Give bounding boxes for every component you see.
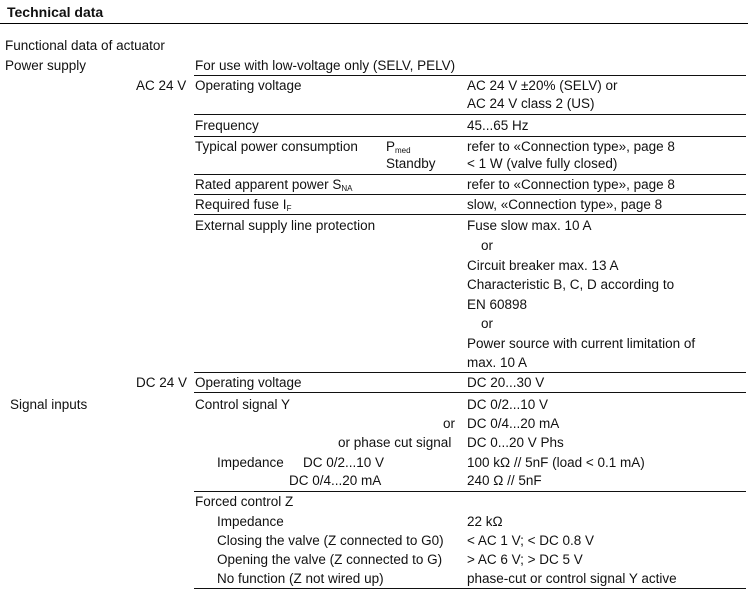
typ-power-value-2: < 1 W (valve fully closed): [467, 156, 618, 171]
forced-z-label: Forced control Z: [195, 494, 294, 509]
impedance-dc2-label: DC 0/4...20 mA: [289, 473, 382, 488]
fz-open-label: Opening the valve (Z connected to G): [217, 552, 443, 567]
phase-cut-label: or phase cut signal: [338, 435, 452, 450]
ext-value-8: max. 10 A: [467, 355, 528, 370]
rated-power-value: refer to «Connection type», page 8: [467, 177, 675, 192]
frequency-value: 45...65 Hz: [467, 118, 529, 133]
dc-op-voltage-value: DC 20...30 V: [467, 375, 545, 390]
row-divider: [194, 75, 746, 76]
impedance-dc1-value: 100 kΩ // 5nF (load < 0.1 mA): [467, 455, 645, 470]
page-title: Technical data: [7, 4, 104, 20]
pmed-label: $P_{med}$: [386, 139, 411, 155]
impedance-dc2-value: 240 Ω // 5nF: [467, 473, 542, 488]
typ-power-label: Typical power consumption: [195, 139, 358, 154]
signal-inputs-label: Signal inputs: [10, 397, 88, 412]
control-y-label: Control signal Y: [195, 397, 291, 412]
row-divider: [194, 392, 746, 393]
impedance-dc1-label: DC 0/2...10 V: [303, 455, 385, 470]
ext-value-5: EN 60898: [467, 297, 528, 312]
fuse-value: slow, «Connection type», page 8: [467, 197, 663, 212]
power-supply-label: Power supply: [5, 58, 87, 73]
row-divider: [194, 588, 746, 589]
op-voltage-value-2: AC 24 V class 2 (US): [467, 96, 595, 111]
fuse-label: Required fuse $I_F$: [195, 197, 292, 213]
phase-cut-value: DC 0...20 V Phs: [467, 435, 564, 450]
row-divider: [194, 174, 746, 175]
section-label: Functional data of actuator: [5, 38, 165, 53]
row-divider: [194, 114, 746, 115]
typ-power-value-1: refer to «Connection type», page 8: [467, 139, 675, 154]
row-divider: [194, 136, 746, 137]
ext-value-1: Fuse slow max. 10 A: [467, 218, 592, 233]
control-y-value-2: DC 0/4...20 mA: [467, 416, 560, 431]
ac24-label: AC 24 V: [136, 78, 187, 93]
rated-power-label: Rated apparent power $S_{NA}$: [195, 177, 353, 193]
low-voltage-text: For use with low-voltage only (SELV, PELV): [195, 58, 456, 73]
row-divider: [194, 214, 746, 215]
impedance-label: Impedance: [217, 455, 284, 470]
dc-op-voltage-label: Operating voltage: [195, 375, 302, 390]
ext-value-3: Circuit breaker max. 13 A: [467, 258, 619, 273]
ext-value-6: or: [481, 316, 494, 331]
standby-label: Standby: [386, 156, 436, 171]
row-divider: [194, 194, 746, 195]
control-y-value: DC 0/2...10 V: [467, 397, 549, 412]
ext-value-2: or: [481, 238, 494, 253]
op-voltage-label: Operating voltage: [195, 78, 302, 93]
fz-open-value: > AC 6 V; > DC 5 V: [467, 552, 583, 567]
fz-impedance-value: 22 kΩ: [467, 514, 503, 529]
fz-nofunc-label: No function (Z not wired up): [217, 571, 384, 586]
ext-protection-label: External supply line protection: [195, 218, 376, 233]
op-voltage-value-1: AC 24 V ±20% (SELV) or: [467, 78, 618, 93]
or-label: or: [443, 416, 456, 431]
ext-value-4: Characteristic B, C, D according to: [467, 277, 675, 292]
ext-value-7: Power source with current limitation of: [467, 336, 696, 351]
fz-close-label: Closing the valve (Z connected to G0): [217, 533, 444, 548]
fz-close-value: < AC 1 V; < DC 0.8 V: [467, 533, 595, 548]
title-rule: [0, 23, 748, 24]
dc24-label: DC 24 V: [136, 375, 188, 390]
fz-impedance-label: Impedance: [217, 514, 284, 529]
row-divider: [194, 491, 746, 492]
frequency-label: Frequency: [195, 118, 259, 133]
fz-nofunc-value: phase-cut or control signal Y active: [467, 571, 677, 586]
row-divider: [194, 372, 746, 373]
